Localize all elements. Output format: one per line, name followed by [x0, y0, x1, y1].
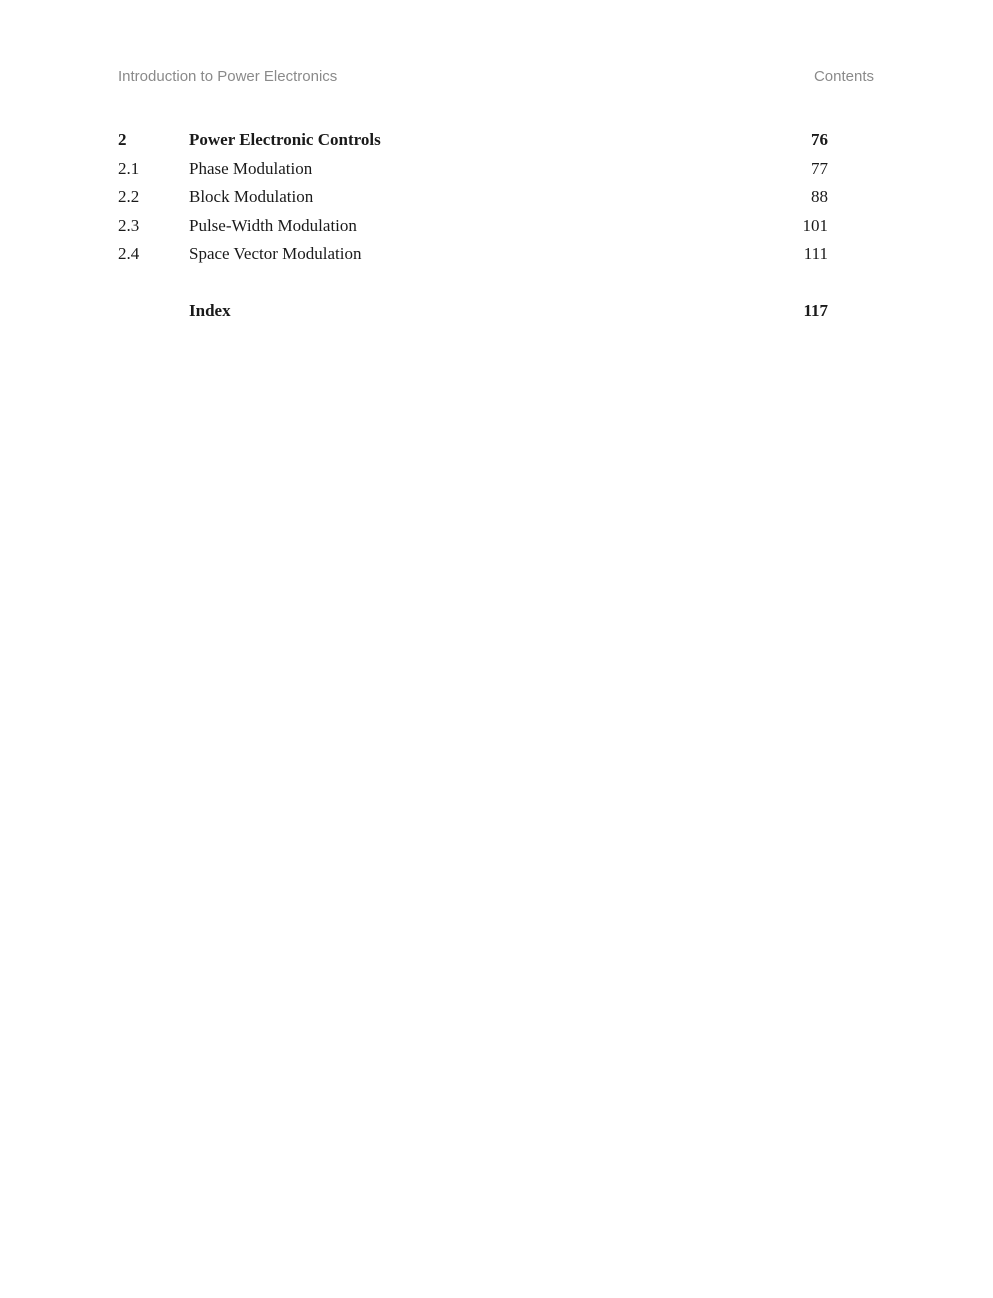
toc-entry-page: 76	[811, 130, 828, 149]
toc-entry-page: 101	[802, 215, 828, 235]
toc-entry-title[interactable]: Space Vector Modulation	[189, 244, 362, 263]
toc-entry-number: 2.4	[118, 244, 140, 263]
toc-entry-title[interactable]: Power Electronic Controls	[189, 130, 381, 149]
toc-entry-page: 111	[803, 244, 828, 263]
section-label: Contents	[813, 68, 874, 85]
toc-entry-number: 2.3	[118, 215, 140, 235]
toc-entry-title[interactable]: Block Modulation	[189, 187, 314, 206]
toc-entry-section-2-4[interactable]	[118, 240, 828, 269]
table-of-contents	[118, 126, 828, 325]
toc-entry-page: 77	[811, 158, 828, 178]
toc-entry-page: 117	[803, 300, 828, 320]
toc-entry-section-2-3[interactable]	[118, 212, 828, 241]
running-header	[118, 68, 874, 90]
toc-entry-title[interactable]: Phase Modulation	[189, 158, 313, 178]
toc-entry-section-2-1[interactable]	[118, 155, 828, 184]
toc-entry-page: 88	[811, 187, 828, 206]
toc-entry-title[interactable]: Pulse-Width Modulation	[189, 215, 357, 235]
toc-entry-title[interactable]: Index	[189, 300, 231, 320]
book-title: Introduction to Power Electronics	[118, 68, 338, 85]
toc-entry-section-2-2[interactable]	[118, 183, 828, 212]
toc-entry-number: 2.2	[118, 187, 140, 206]
toc-spacer	[118, 269, 828, 297]
toc-entry-number: 2	[118, 130, 127, 149]
toc-entry-index[interactable]	[118, 297, 828, 326]
toc-entry-number: 2.1	[118, 158, 140, 178]
toc-entry-chapter-2[interactable]	[118, 126, 828, 155]
